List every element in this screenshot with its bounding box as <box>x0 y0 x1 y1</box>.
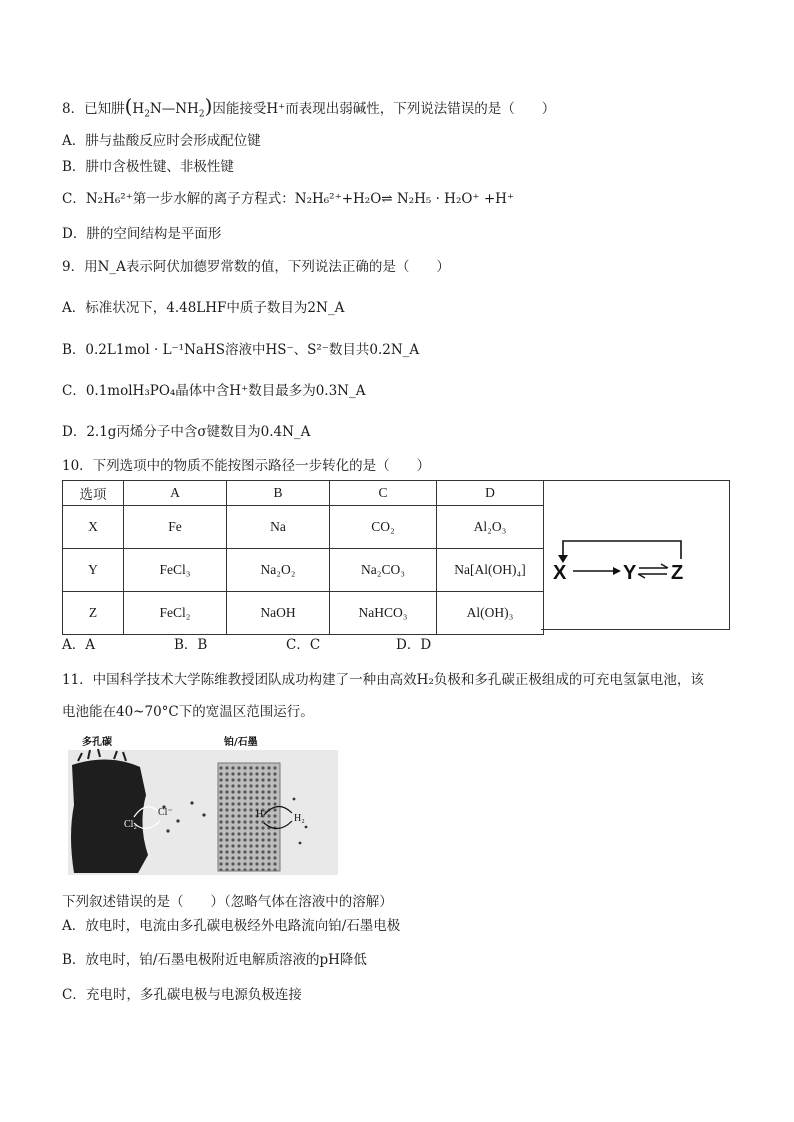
q9-option-c: C．0.1molH₃PO₄晶体中含H⁺数目最多为0.3N_A <box>62 383 366 399</box>
table-header-cell: B <box>227 481 330 506</box>
table-cell: Al₂O₃ <box>437 506 544 549</box>
porous-carbon-electrode <box>71 759 148 873</box>
z-to-x-arrow <box>563 541 681 559</box>
q8-formula: $H_2N—NH_2$ <box>132 101 205 120</box>
ion-dot <box>190 801 193 804</box>
q11-option-c: C．充电时，多孔碳电极与电源负极连接 <box>62 987 302 1003</box>
q10-answer-a: A．A <box>62 637 95 653</box>
ion-dot <box>299 842 302 845</box>
table-cell: NaOH <box>227 592 330 635</box>
q10-transformation-diagram-box <box>541 480 730 630</box>
q9-option-d: D．2.1g丙烯分子中含σ键数目为0.4N_A <box>62 424 311 440</box>
table-cell: Fe <box>124 506 227 549</box>
q11-stem-line1: 11．中国科学技术大学陈维教授团队成功构建了一种由高效H₂负极和多孔碳正极组成的可充电氢氯电池，该 <box>62 672 704 688</box>
table-cell: Z <box>63 592 124 635</box>
q8-option-a: A．肼与盐酸反应时会形成配位键 <box>62 133 261 149</box>
q11-option-b: B．放电时，铂/石墨电极附近电解质溶液的pH降低 <box>62 952 367 968</box>
table-cell: Y <box>63 549 124 592</box>
node-z: Z <box>671 562 684 584</box>
table-cell: FeCl₃ <box>124 549 227 592</box>
q10-table <box>62 480 544 635</box>
q9-stem: 9．用N_A表示阿伏加德罗常数的值，下列说法正确的是（ ） <box>62 259 450 275</box>
h-plus-label: H⁺ <box>256 809 269 820</box>
table-header-cell: D <box>437 481 544 506</box>
table-cell: FeCl₂ <box>124 592 227 635</box>
q8-option-d: D．肼的空间结构是平面形 <box>62 226 222 242</box>
q9-option-a: A．标准状况下，4.48LHF中质子数目为2N_A <box>62 300 345 316</box>
table-cell: NaHCO₃ <box>330 592 437 635</box>
q10-answer-b: B．B <box>174 637 208 653</box>
q11-question: 下列叙述错误的是（ ）（忽略气体在溶液中的溶解） <box>62 894 393 910</box>
table-header-cell: 选项 <box>63 481 124 506</box>
q11-stem-line2: 电池能在40~70°C下的宽温区范围运行。 <box>62 704 314 720</box>
table-cell: Na <box>227 506 330 549</box>
node-x: X <box>553 562 567 584</box>
cl2-label: Cl₂ <box>124 819 137 830</box>
table-row <box>63 592 544 635</box>
h2-label: H₂ <box>294 813 305 824</box>
q10-answer-d: D．D <box>396 637 432 653</box>
porous-carbon-label: 多孔碳 <box>82 737 112 748</box>
transformation-diagram <box>541 481 729 629</box>
q8-stem-prefix: 8．已知肼 <box>62 101 125 117</box>
table-header-row <box>63 481 544 506</box>
table-cell: CO₂ <box>330 506 437 549</box>
x-to-y-arrowhead <box>613 567 621 575</box>
table-row <box>63 549 544 592</box>
table-cell: Al(OH)₃ <box>437 592 544 635</box>
ion-dot <box>176 819 179 822</box>
battery-figure <box>68 735 338 875</box>
q8-stem: 8．已知肼$(H_2N—NH_2)$因能接受H⁺而表现出弱碱性，下列说法错误的是（ ） <box>62 94 556 120</box>
q8-option-b: B．肼巾含极性键、非极性键 <box>62 159 234 175</box>
ion-dot <box>166 829 169 832</box>
q11-option-a: A．放电时，电流由多孔碳电极经外电路流向铂/石墨电极 <box>62 918 401 934</box>
table-header-cell: A <box>124 481 227 506</box>
pt-graphite-label: 铂/石墨 <box>224 737 258 748</box>
q8-option-c: C．N₂H₆²⁺第一步水解的离子方程式：N₂H₆²⁺+H₂O⇌ N₂H₅ · H₂O⁺ +H⁺ <box>62 191 515 207</box>
table-cell: Na₂CO₃ <box>330 549 437 592</box>
table-header-cell: C <box>330 481 437 506</box>
node-y: Y <box>623 562 637 584</box>
ion-dot <box>202 813 205 816</box>
pt-graphite-electrode <box>218 763 280 871</box>
q10-stem: 10．下列选项中的物质不能按图示路径一步转化的是（ ） <box>62 458 431 474</box>
ion-dot <box>305 826 308 829</box>
q10-answer-c: C．C <box>286 637 321 653</box>
table-cell: X <box>63 506 124 549</box>
q9-option-b: B．0.2L1mol · L⁻¹NaHS溶液中HS⁻、S²⁻数目共0.2N_A <box>62 342 420 358</box>
q8-stem-suffix: 因能接受H⁺而表现出弱碱性，下列说法错误的是（ ） <box>212 101 556 117</box>
table-cell: Na[Al(OH)₄] <box>437 549 544 592</box>
cl-minus-label: Cl⁻ <box>158 807 173 818</box>
table-cell: Na₂O₂ <box>227 549 330 592</box>
table-row <box>63 506 544 549</box>
ion-dot <box>293 798 296 801</box>
